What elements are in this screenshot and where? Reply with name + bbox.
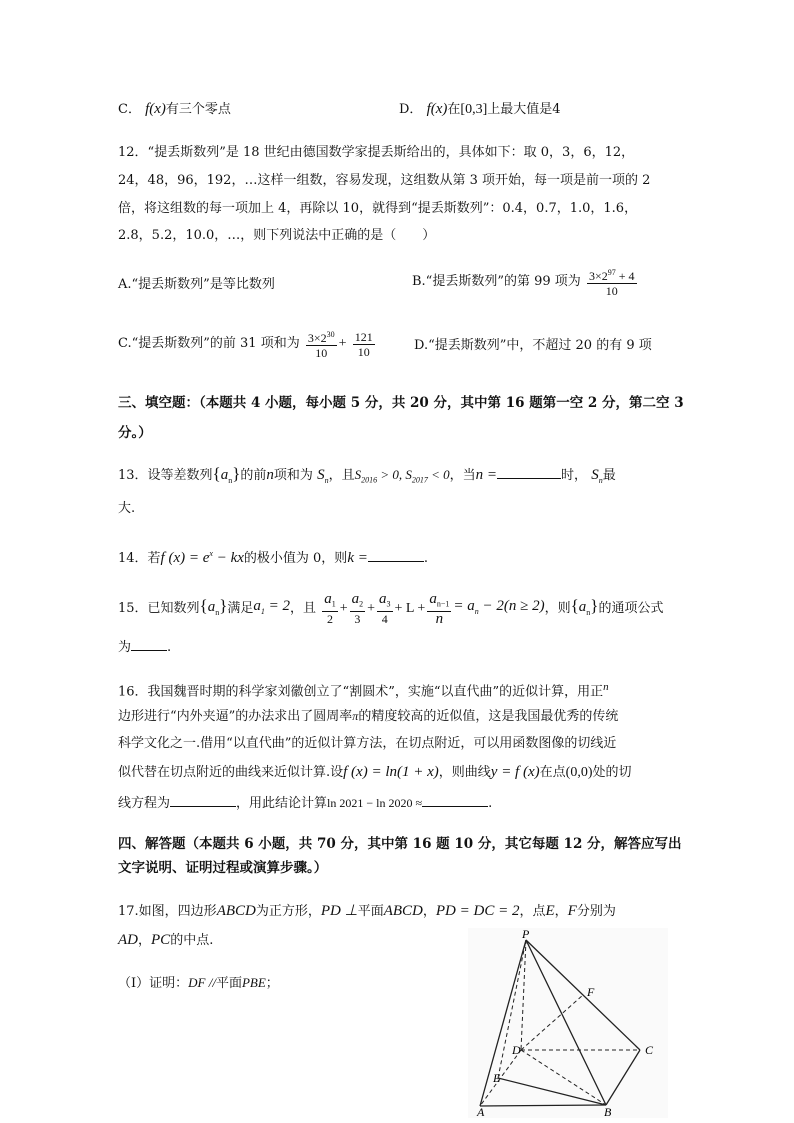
text: （Ⅰ）证明： <box>118 976 189 991</box>
vertex-label-d: D <box>512 1043 521 1057</box>
math-an: $\{a_n\}$ <box>570 595 599 617</box>
vertex-label-p: P <box>522 928 530 941</box>
math-f: F <box>567 903 577 919</box>
q12-line1: 12．“提丢斯数列”是 18 世纪由德国数学家提丢斯给出的，具体如下：取 0，3，6，12， <box>118 145 635 160</box>
math-an: $\{a_n\}$ <box>212 464 241 485</box>
option-label: D． <box>399 102 423 117</box>
q16-line1 <box>118 678 609 701</box>
q12-line3: 倍，将这组数的每一项加上 4，再除以 10，就得到“提丢斯数列”：0.4，0.7，1.0，1.6， <box>118 201 638 216</box>
math-n: n <box>266 467 274 483</box>
text: 的精度较高的近似值，这是我国最优秀的传统 <box>358 709 619 724</box>
q14-line <box>118 545 428 568</box>
math-fx: f(x) <box>145 101 166 117</box>
math-fln: f (x) = ln(1 + x) <box>343 764 439 780</box>
q17-part1: （Ⅰ）证明：DF //平面PBE； <box>118 975 279 991</box>
text: 处的切 <box>592 765 632 780</box>
answer-blank[interactable] <box>131 636 167 651</box>
text: 17.如图，四边形 <box>118 904 217 919</box>
exp: 30 <box>326 330 335 339</box>
text: 15．已知数列 <box>118 601 200 617</box>
plus-ellipsis: + L + <box>394 601 426 617</box>
option-text: B.“提丢斯数列”的第 99 项为 <box>412 274 581 289</box>
math-ad: AD <box>118 932 138 948</box>
math-pi: π <box>352 709 359 723</box>
math-an: $\{a_n\}$ <box>199 595 228 617</box>
text: 似代替在切点附近的曲线来近似计算.设 <box>118 765 344 780</box>
answer-blank[interactable] <box>170 792 236 807</box>
fraction-99 <box>587 266 637 298</box>
q16-line3: 科学文化之一.借用“以直代曲”的近似计算方法，在切点附近，可以用函数图像的切线近 <box>118 736 617 751</box>
fraction-a1-2: $\frac{a_1}{2}$ <box>324 591 336 627</box>
text: ，用此结论计算 <box>236 796 328 811</box>
answer-blank[interactable] <box>368 547 424 562</box>
text: 为 <box>118 640 132 655</box>
vertex-label-c: C <box>645 1043 654 1057</box>
text: 边形进行“内外夹逼”的办法求出了圆周率 <box>118 709 353 724</box>
q12-option-a: A.“提丢斯数列”是等比数列 <box>118 277 275 292</box>
text: 最 <box>602 468 616 483</box>
q12-option-b <box>412 266 639 298</box>
vertex-label-f: F <box>587 985 595 999</box>
plus: + <box>367 601 375 617</box>
fraction-a3-4: $\frac{a_3}{4}$ <box>379 591 391 627</box>
text: ，点 <box>519 904 546 919</box>
text: 满足 <box>227 601 254 617</box>
vertex-label-b: B <box>604 1105 612 1118</box>
den: 10 <box>315 346 328 360</box>
q17-line1 <box>118 902 616 921</box>
den: 10 <box>605 284 618 298</box>
section4-heading-line2: 文字说明、证明过程或演算步骤。） <box>118 860 328 876</box>
text: ，则曲线 <box>438 765 491 780</box>
text: ，且 <box>328 468 355 483</box>
section3-heading-line2: 分。） <box>118 425 152 441</box>
q17-line2 <box>118 931 213 950</box>
num: + 4 <box>615 269 635 283</box>
math-a1: $a_1 = 2$ <box>253 598 291 617</box>
exp: 97 <box>607 268 616 277</box>
math-e: E <box>545 903 555 919</box>
math-pd-dc: PD = DC = 2 <box>435 903 520 919</box>
math-rhs: = $a_n - 2(n \ge 2)$ <box>453 598 545 617</box>
vertex-label-e: E <box>493 1071 501 1085</box>
text: 平面 <box>357 904 384 919</box>
math-pc: PC <box>151 932 171 948</box>
q12-line4: 2.8，5.2，10.0，…，则下列说法中正确的是（ ） <box>118 228 436 243</box>
fraction-an1-n: $\frac{a_{n-1}}{n}$ <box>429 591 450 628</box>
math-df: DF // <box>188 975 216 990</box>
fraction-31 <box>306 328 337 360</box>
q13-line1 <box>118 464 616 490</box>
fraction-121: $\frac{121}{10}$ <box>354 329 373 359</box>
q12-option-d: D.“提丢斯数列”中，不超过 20 的有 9 项 <box>414 338 652 353</box>
answer-blank[interactable] <box>497 464 561 479</box>
math-ln-expression: ln 2021 − ln 2020 ≈ <box>327 796 423 810</box>
text: ，当 <box>449 468 476 483</box>
q12-option-c <box>118 328 377 360</box>
math-curve: y = f (x) <box>490 764 540 780</box>
math-sn: $S_n$ <box>317 467 329 485</box>
text: ， <box>422 904 436 919</box>
q16-line5 <box>118 792 492 813</box>
text: 13．设等差数列 <box>118 468 213 483</box>
text: 项和为 <box>273 468 313 483</box>
option-label: C． <box>118 102 141 117</box>
plus: + <box>338 336 347 351</box>
text: ， <box>138 933 152 948</box>
text: ， <box>554 904 568 919</box>
option-text: 在 <box>447 102 461 117</box>
text: ，则 <box>544 601 571 617</box>
answer-blank[interactable] <box>422 792 488 807</box>
text: 为正方形， <box>255 904 321 919</box>
text: ，且 <box>290 601 317 617</box>
math-pd-perp: PD ⊥ <box>320 903 358 919</box>
math-neq: n = <box>475 467 498 483</box>
option-text: 有三个零点 <box>165 102 231 117</box>
text: 16．我国魏晋时期的科学家刘徽创立了“割圆术”，实施“以直代曲”的近似计算，用正 <box>118 684 604 700</box>
text: 分别为 <box>576 904 616 919</box>
text: 的通项公式 <box>598 601 664 617</box>
math-point: (0,0) <box>565 765 593 780</box>
plus: + <box>339 601 348 617</box>
q15-line2 <box>118 636 171 657</box>
option-text: 上最大值是4 <box>487 102 561 117</box>
vertex-label-a: A <box>477 1105 485 1118</box>
text: 时， <box>561 468 588 483</box>
math-pbe: PBE <box>241 975 266 990</box>
text: . <box>167 640 172 655</box>
math-abcd: ABCD <box>383 903 423 919</box>
text: 的中点. <box>170 933 214 948</box>
q16-line2 <box>118 707 618 726</box>
text: 的极小值为 0，则 <box>243 551 348 566</box>
math-sn: $S_n$ <box>591 467 603 485</box>
math-fx: f(x) <box>426 101 448 117</box>
text: 的前 <box>240 468 267 483</box>
fraction-a2-3: $\frac{a_2}{3}$ <box>351 591 364 627</box>
q13-line2: 大. <box>118 501 136 516</box>
math-abcd: ABCD <box>216 903 256 919</box>
math-interval: [0,3] <box>460 102 488 117</box>
math-condition: $S_{2016} > 0$, $S_{2017} < 0$ <box>354 467 450 485</box>
q11-option-d <box>399 100 561 119</box>
q16-line4 <box>118 763 632 782</box>
figure-background <box>468 928 668 1118</box>
text: 在点 <box>539 765 566 780</box>
q12-line2: 24，48，96，192，…这样一组数，容易发现，这组数从第 3 项开始，每一项是前一项的 2 <box>118 173 651 188</box>
num: 3×2 <box>588 269 608 283</box>
text: 平面 <box>215 976 242 991</box>
section4-heading-line1: 四、解答题（本题共 6 小题，共 70 分，其中第 16 题 10 分，其它每题 12 分，解答应写出 <box>118 836 682 852</box>
text: 线方程为 <box>118 796 171 811</box>
math-n: n <box>603 681 609 693</box>
q15-line1 <box>118 592 663 626</box>
pyramid-figure <box>468 928 668 1118</box>
num: 3×2 <box>307 331 327 345</box>
option-text: C.“提丢斯数列”的前 31 项和为 <box>118 336 300 351</box>
q11-option-c <box>118 100 231 119</box>
text: . <box>488 796 493 811</box>
math-k: k = <box>347 550 368 566</box>
text: 14．若 <box>118 551 161 566</box>
text: . <box>423 551 428 566</box>
math-f14: f $(x) = e^x$ − kx <box>160 549 244 566</box>
section3-heading-line1: 三、填空题：（本题共 4 小题，每小题 5 分，共 20 分，其中第 16 题第一空 2 分，第二空 3 <box>118 395 684 411</box>
